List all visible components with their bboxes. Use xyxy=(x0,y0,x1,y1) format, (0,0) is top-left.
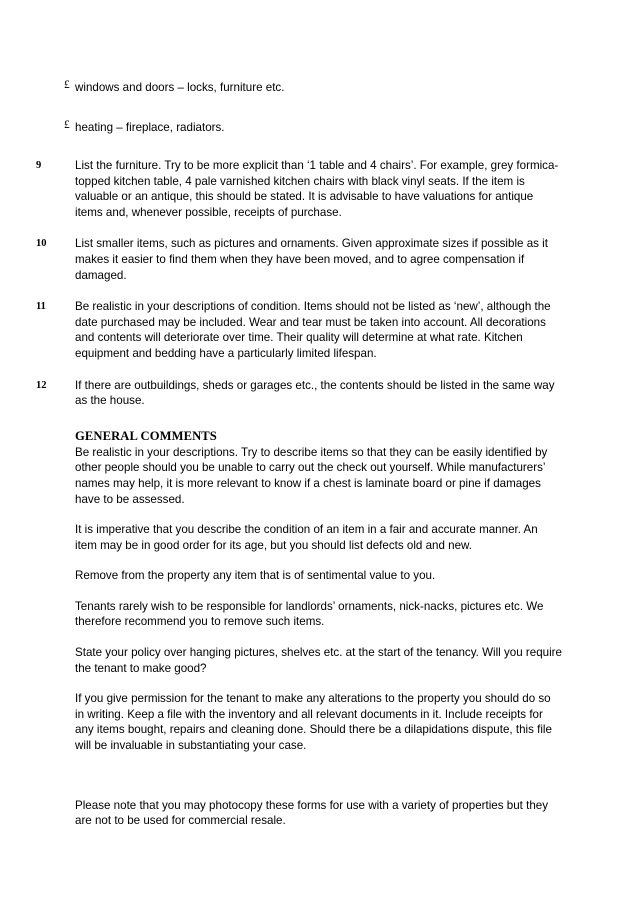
numbered-item xyxy=(0,236,636,283)
item-number: 10 xyxy=(36,238,47,250)
general-comments-section xyxy=(0,428,636,754)
photocopy-note: Please note that you may photocopy these forms for use with a variety of properties but they are not to be used for commercial resale. xyxy=(75,798,549,828)
general-comments-paragraph: If you give permission for the tenant to make any alterations to the property you should do so in writing. Keep a file with the inventory and all relevant documents in it. Include receipts for any items bought, repairs and cleaning done. Should there be a dilapidations dispute, this file will be invaluable in substantiating your case. xyxy=(75,692,552,753)
item-body-text: List smaller items, such as pictures and ornaments. Given approximate sizes if possible as it makes it easier to find them when they have been moved, and to agree compensation if damaged. xyxy=(75,237,548,282)
general-comments-paragraph: Be realistic in your descriptions. Try to describe items so that they can be easily identified by other people should you be unable to carry out the check out yourself. While manufacturers’ names may help, it is more relevant to know if a chest is laminate board or pine if damages have to be assessed. xyxy=(75,445,548,506)
item-body-text: If there are outbuildings, sheds or garages etc., the contents should be listed in the same way as the house. xyxy=(75,378,555,408)
pound-bullet-icon: £ xyxy=(64,79,70,91)
bullet-list-item xyxy=(0,78,636,96)
item-body-text: List the furniture. Try to be more explicit than ‘1 table and 4 chairs’. For example, grey formica-topped kitchen table, 4 pale varnished kitchen chairs with black vinyl seats. If the item is valuable or an antique, this should be stated. It is advisable to have valuations for antique items and, whenever possible, receipts of purchase. xyxy=(75,159,559,219)
general-comments-paragraph: It is imperative that you describe the condition of an item in a fair and accurate manner. An item may be in good order for its age, but you should list defects old and new. xyxy=(75,523,538,552)
document-content xyxy=(0,78,636,829)
general-comments-paragraph: Tenants rarely wish to be responsible for landlords’ ornaments, nick-nacks, pictures etc. We therefore recommend you to remove such items. xyxy=(75,599,544,629)
pound-bullet-icon: £ xyxy=(64,119,70,131)
bullet-item-text: heating – fireplace, radiators. xyxy=(75,121,225,134)
numbered-item xyxy=(0,378,636,409)
item-number: 9 xyxy=(36,160,42,171)
general-comments-paragraph: Remove from the property any item that is of sentimental value to you. xyxy=(75,569,436,583)
item-number: 11 xyxy=(36,301,46,313)
item-number: 12 xyxy=(36,379,47,391)
bullet-item-text: windows and doors – locks, furniture etc. xyxy=(75,81,285,94)
general-comments-paragraph: State your policy over hanging pictures, shelves etc. at the start of the tenancy. Will you require the tenant to make good? xyxy=(75,646,562,675)
general-comments-heading: GENERAL COMMENTS xyxy=(75,428,217,443)
numbered-item xyxy=(0,299,636,361)
bullet-list-item xyxy=(0,118,636,136)
item-body-text: Be realistic in your descriptions of condition. Items should not be listed as ‘new’, although the date purchased may be included. Wear and tear must be taken into account. All decorations and contents will deteriorate over time. Their quality will determine at what rate. Kitchen equipment and bedding have a particularly limited lifespan. xyxy=(75,300,551,360)
numbered-item xyxy=(0,158,636,220)
